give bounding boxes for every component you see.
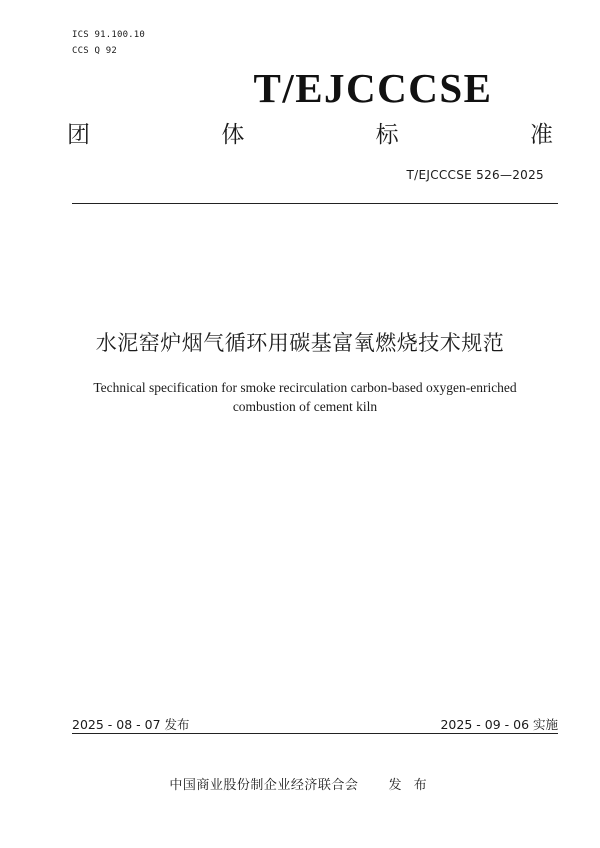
ccs-code: CCS Q 92 bbox=[72, 46, 117, 56]
english-title-line-1: Technical specification for smoke recirculation carbon-based oxygen-enriched bbox=[93, 380, 517, 395]
issue-date: 2025 - 08 - 07 发布 bbox=[72, 717, 190, 732]
publish-label: 发 布 bbox=[388, 778, 431, 793]
standard-type-char: 准 bbox=[529, 122, 553, 148]
implementation-date: 2025 - 09 - 06 实施 bbox=[440, 717, 558, 732]
standard-type-char: 团 bbox=[67, 122, 90, 148]
org-code-heading: T/EJCCCSE bbox=[253, 65, 493, 111]
bottom-divider bbox=[72, 733, 558, 734]
top-divider bbox=[72, 203, 558, 204]
standard-type-heading bbox=[67, 116, 553, 146]
standard-number: T/EJCCCSE 526—2025 bbox=[406, 168, 544, 182]
publisher-name: 中国商业股份制企业经济联合会 bbox=[169, 778, 359, 793]
english-title-line-2: combustion of cement kiln bbox=[232, 399, 378, 414]
ics-code: ICS 91.100.10 bbox=[72, 30, 146, 40]
standard-type-char: 体 bbox=[221, 122, 245, 148]
chinese-title: 水泥窑炉烟气循环用碳基富氧燃烧技术规范 bbox=[95, 331, 505, 355]
english-title bbox=[60, 378, 550, 416]
publisher-line bbox=[0, 774, 600, 793]
standard-type-char: 标 bbox=[375, 122, 399, 148]
